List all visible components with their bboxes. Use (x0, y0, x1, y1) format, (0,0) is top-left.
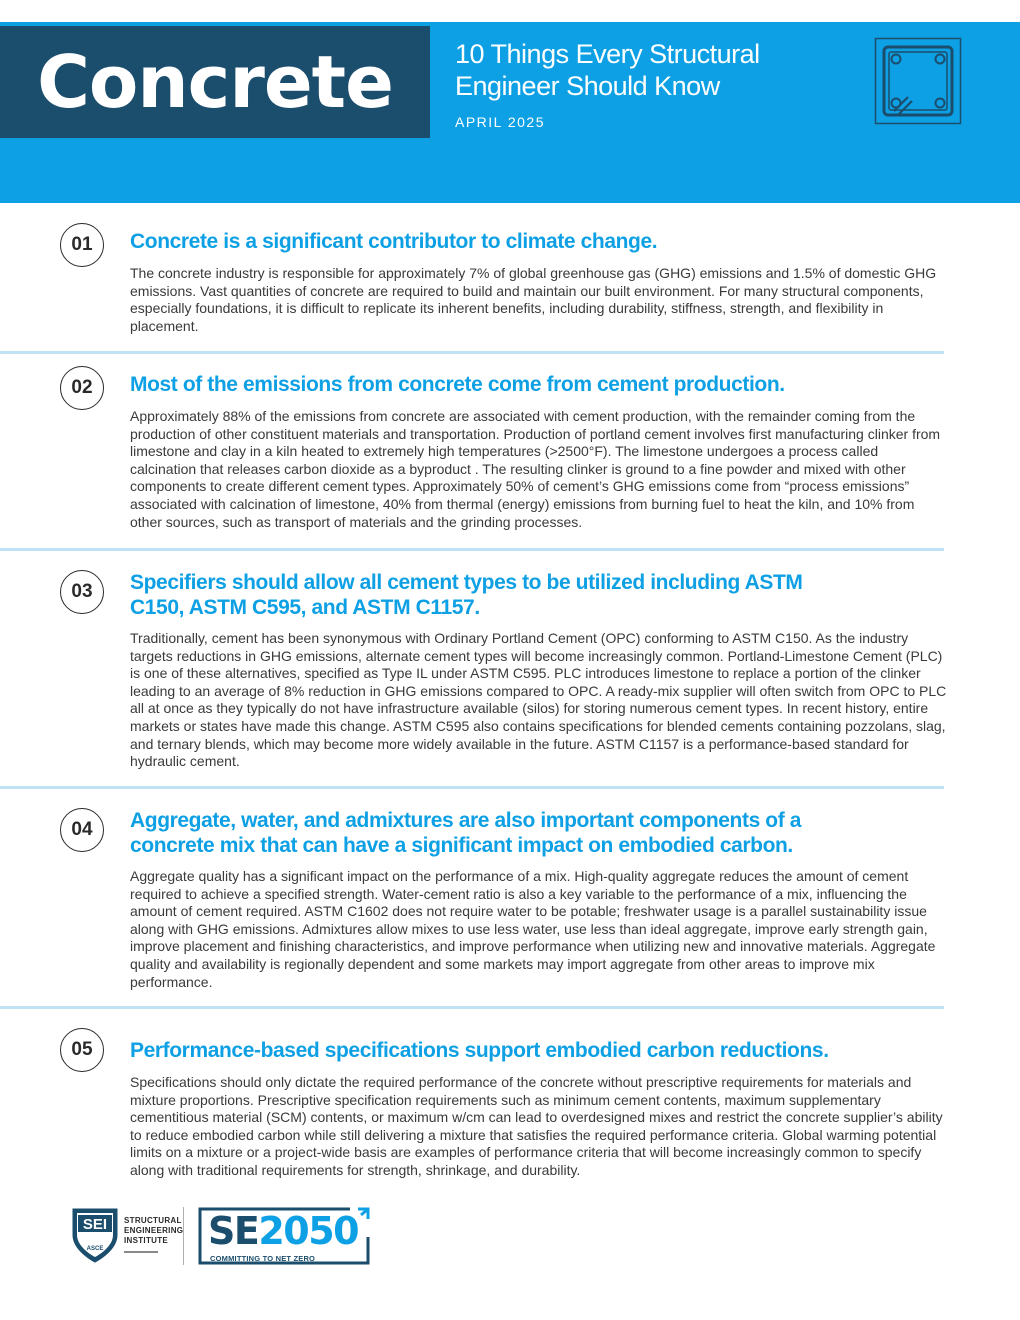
se2050-wordmark-se: SE (208, 1209, 259, 1253)
publication-date: APRIL 2025 (455, 114, 545, 130)
section-body: Aggregate quality has a significant impact on the performance of a mix. High-quality aggregate reduces the amount of cement required to achieve a specified strength. Water-cement ratio is also a key variable to the performance of a mix, influencing the amount of cement required. ASTM C1602 does not require water to be potable; freshwater usage is a parallel sustainability issue along with GHG emissions. Admixtures allow mixes to use less water, use less than ideal aggregate, improve early strength gain, improve placement and finishing characteristics, and improve performance when utilizing new and innovative materials. Aggregate quality and availability is regionally dependent and some markets may import aggregate from other areas to improve mix performance. (130, 868, 936, 990)
section-number-badge: 02 (60, 366, 104, 410)
title-box (0, 26, 430, 138)
section-body: The concrete industry is responsible for approximately 7% of global greenhouse gas (GHG) emissions and 1.5% of domestic GHG emissions. Vast quantities of concrete are required to build and maintain our built environment. For many structural components, especially foundations, it is difficult to replicate its inherent benefits, including durability, stiffness, strength, and flexibility in placement. (130, 265, 937, 334)
se2050-wordmark-year: 2050 (258, 1209, 359, 1253)
top-margin (0, 0, 1020, 22)
section-number-badge: 01 (60, 223, 104, 267)
section-heading (130, 372, 890, 397)
section-body: Traditionally, cement has been synonymous with Ordinary Portland Cement (OPC) conforming to ASTM C150. As the industry targets reductions in GHG emissions, alternate cement types will become increasingly common. Portland-Limestone Cement (PLC) is one of these alternatives, specified as Type IL under ASTM C595. PLC introduces limestone to replace a portion of the clinker leading to an average of 8% reduction in GHG emissions compared to OPC. A ready-mix supplier will often switch from OPC to PLC all at once as they typically do not have infrastructure available (silos) for storing numerous cement types. In recent history, entire markets or states have made this change. ASTM C595 also contains specifications for blended cements containing pozzolans, slag, and ternary blends, which may become more widely available in the future. ASTM C1157 is a performance-based standard for hydraulic cement. (130, 630, 947, 770)
subtitle-line-2: Engineer Should Know (455, 71, 720, 101)
sei-underline (124, 1251, 158, 1253)
rebar-cross-section-icon (874, 37, 962, 125)
section-heading-line-1: Concrete is a significant contributor to climate change. (130, 230, 658, 253)
se2050-logo (198, 1205, 368, 1265)
sei-name (124, 1216, 183, 1246)
page-title: Concrete (37, 40, 393, 124)
asce-logo-text: ASCE (86, 1246, 104, 1252)
sei-logo-text: SEI (82, 1216, 108, 1233)
section-heading-line-1: Performance-based specifications support embodied carbon reductions. (130, 1039, 829, 1062)
sei-name-line-3: INSTITUTE (124, 1236, 169, 1245)
section-heading (130, 570, 890, 620)
section-body: Specifications should only dictate the required performance of the concrete without prescriptive requirements for materials and mixture proportions. Prescriptive specification requirements such as minimum cement contents, maximum supplementary cementitious material (SCM) contents, or maximum w/cm can lead to overdesigned mixes and restrict the concrete supplier’s ability to reduce embodied carbon while still delivering a mixture that satisfies the required performance criteria. Global warming potential limits on a mixture or a project-wide basis are examples of performance criteria that will become increasingly common to specify along with traditional requirements for strength, shrinkage, and durability. (130, 1074, 943, 1178)
sei-logo (70, 1205, 120, 1265)
section-body: Approximately 88% of the emissions from concrete are associated with cement production, with the remainder coming from the production of other constituent materials and transportation. Production of portland cement involves first manufacturing clinker from limestone and clay in a kiln heated to extremely high temperatures (>2500°F). The limestone undergoes a process called calcination that releases carbon dioxide as a byproduct . The resulting clinker is ground to a fine powder and mixed with other components to create different cement types. Approximately 50% of cement’s GHG emissions come from “process emissions” associated with calcination of limestone, 40% from thermal (energy) emissions from burning fuel to heat the kiln, and 10% from other sources, such as transport of materials and the grinding processes. (130, 408, 941, 530)
section-divider (0, 351, 944, 354)
sei-name-line-1: STRUCTURAL (124, 1216, 182, 1225)
logo-separator (183, 1207, 184, 1265)
se2050-tagline: COMMITTING TO NET ZERO (210, 1254, 316, 1263)
section-heading-line-2: C150, ASTM C595, and ASTM C1157. (130, 596, 480, 619)
subtitle-line-1: 10 Things Every Structural (455, 39, 760, 69)
section-divider (0, 786, 944, 789)
sei-name-line-2: ENGINEERING (124, 1226, 184, 1235)
section-divider (0, 548, 944, 551)
section-heading (130, 1038, 890, 1063)
se2050-wordmark (208, 1211, 358, 1251)
section-number-badge: 03 (60, 570, 104, 614)
section-number-badge: 05 (60, 1028, 104, 1072)
section-heading-line-1: Most of the emissions from concrete come from cement production. (130, 373, 785, 396)
page-subtitle (455, 38, 855, 102)
section-heading-line-1: Aggregate, water, and admixtures are also important components of a (130, 809, 802, 832)
section-heading-line-2: concrete mix that can have a significant impact on embodied carbon. (130, 834, 793, 857)
section-heading-line-1: Specifiers should allow all cement types to be utilized including ASTM (130, 571, 803, 594)
section-heading (130, 808, 890, 858)
section-heading (130, 229, 890, 254)
section-number-badge: 04 (60, 808, 104, 852)
section-divider (0, 1006, 944, 1009)
